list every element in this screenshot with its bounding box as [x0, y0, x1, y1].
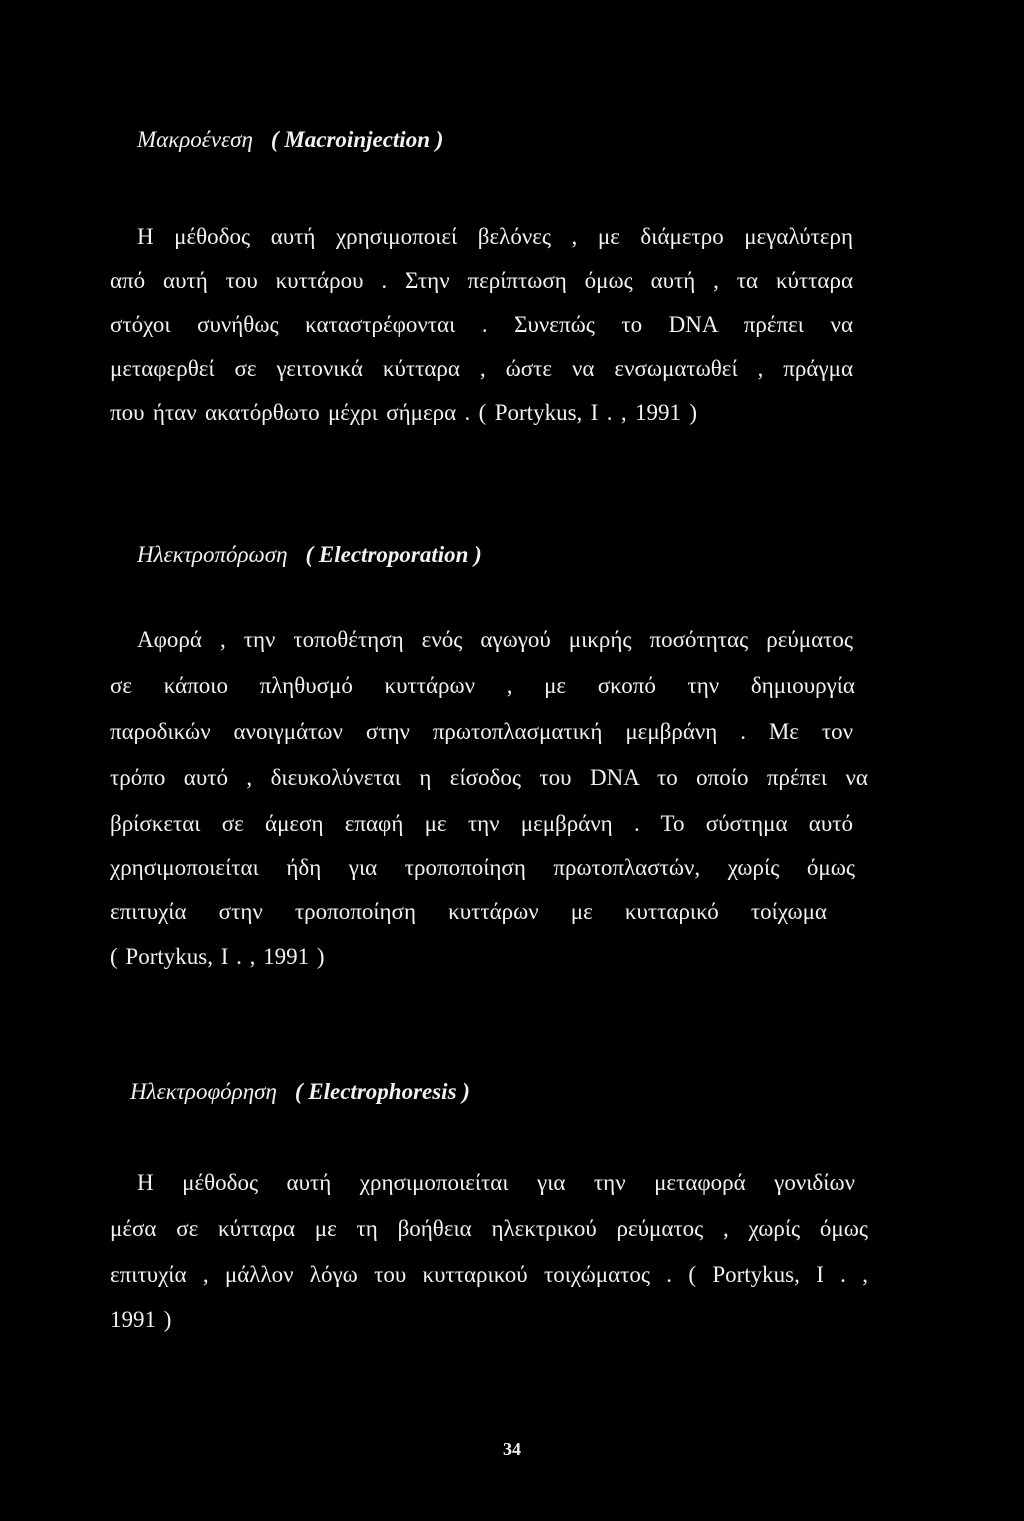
paragraph-line: Η μέθοδος αυτή χρησιμοποιείται για την μεταφορά γονιδίων — [137, 1170, 855, 1195]
section-heading — [137, 127, 443, 153]
paragraph-line: τρόπο αυτό , διευκολύνεται η είσοδος του DNA το οποίο πρέπει να — [110, 765, 868, 790]
heading-latin: ( Electrophoresis ) — [294, 1079, 470, 1104]
section-heading — [137, 542, 482, 568]
heading-greek: Ηλεκτροπόρωση — [137, 542, 288, 567]
paragraph-line: παροδικών ανοιγμάτων στην πρωτοπλασματική μεμβράνη . Με τον — [110, 719, 853, 744]
paragraph-line: ( Portykus, I . , 1991 ) — [110, 944, 325, 969]
paragraph-line: επιτυχία , μάλλον λόγω του κυτταρικού τοιχώματος . ( Portykus, I . , — [110, 1262, 868, 1287]
page-number: 34 — [503, 1439, 521, 1459]
paragraph-line: Η μέθοδος αυτή χρησιμοποιεί βελόνες , με διάμετρο μεγαλύτερη — [137, 224, 853, 249]
section-heading — [130, 1079, 470, 1105]
paragraph-line: που ήταν ακατόρθωτο μέχρι σήμερα . ( Portykus, I . , 1991 ) — [110, 400, 697, 425]
paragraph-line: μεταφερθεί σε γειτονικά κύτταρα , ώστε να ενσωματωθεί , πράγμα — [110, 356, 853, 381]
heading-latin: ( Electroporation ) — [305, 542, 482, 567]
paragraph-line: σε κάποιο πληθυσμό κυττάρων , με σκοπό την δημιουργία — [110, 673, 855, 698]
paragraph-line: βρίσκεται σε άμεση επαφή με την μεμβράνη . Το σύστημα αυτό — [110, 811, 853, 836]
paragraph-line: στόχοι συνήθως καταστρέφονται . Συνεπώς το DNA πρέπει να — [110, 312, 853, 337]
paragraph-line: από αυτή του κυττάρου . Στην περίπτωση όμως αυτή , τα κύτταρα — [110, 268, 853, 293]
paragraph-line: Αφορά , την τοποθέτηση ενός αγωγού μικρής ποσότητας ρεύματος — [137, 627, 853, 652]
paragraph-line: μέσα σε κύτταρα με τη βοήθεια ηλεκτρικού ρεύματος , χωρίς όμως — [110, 1216, 868, 1241]
heading-latin: ( Macroinjection ) — [270, 127, 444, 152]
heading-greek: Μακροένεση — [137, 127, 253, 152]
paragraph-line: 1991 ) — [110, 1307, 172, 1332]
heading-greek: Ηλεκτροφόρηση — [130, 1079, 277, 1104]
paragraph-line: χρησιμοποιείται ήδη για τροποποίηση πρωτοπλαστών, χωρίς όμως — [110, 855, 855, 880]
paragraph-line: επιτυχία στην τροποποίηση κυττάρων με κυτταρικό τοίχωμα — [110, 899, 827, 924]
